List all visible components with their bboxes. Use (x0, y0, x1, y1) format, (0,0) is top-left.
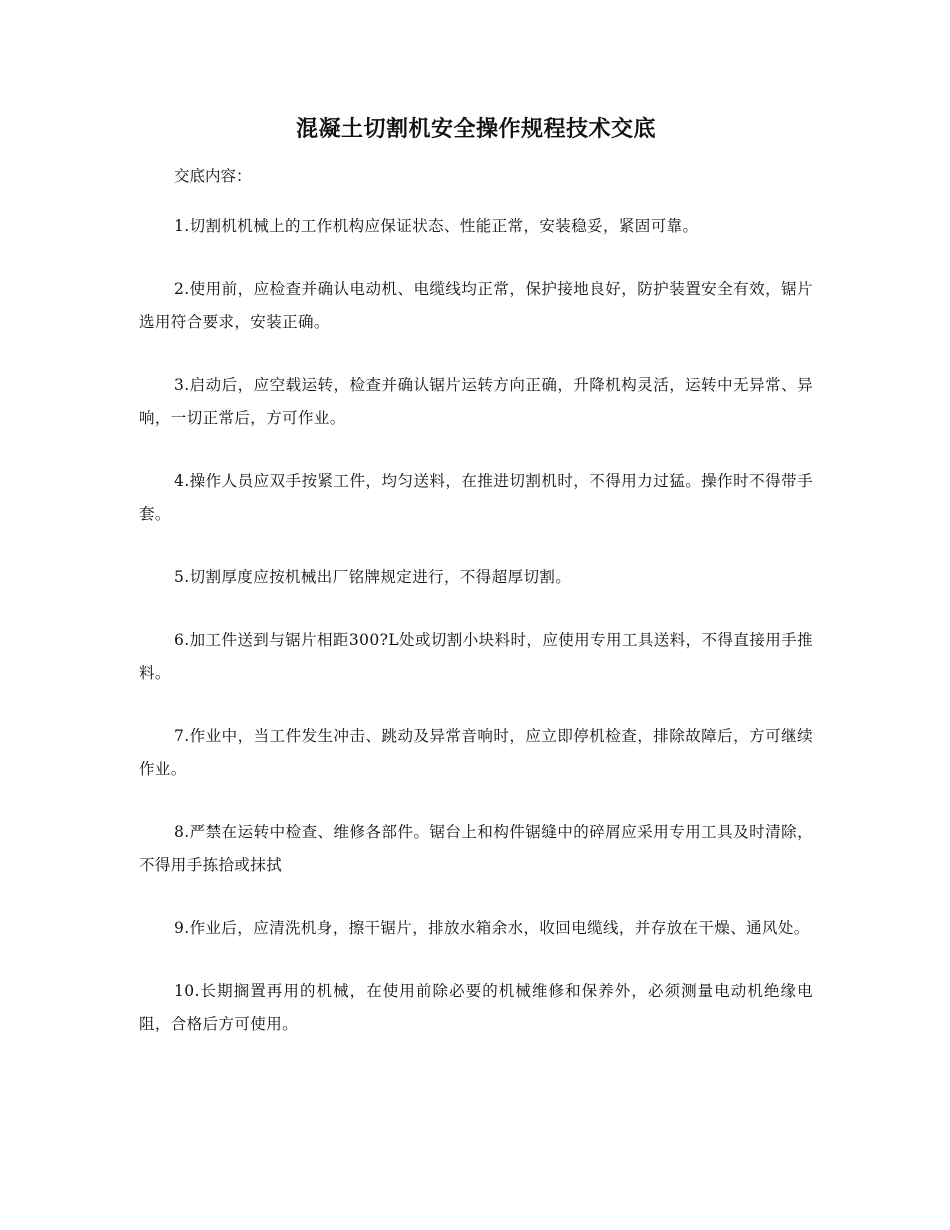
rule-item-3: 3.启动后，应空载运转，检查并确认锯片运转方向正确，升降机构灵活，运转中无异常、异响，一切正常后，方可作业。 (139, 376, 813, 427)
rule-item-4: 4.操作人员应双手按紧工件，均匀送料，在推进切割机时，不得用力过猛。操作时不得带手套。 (139, 472, 813, 523)
rules-list (139, 210, 813, 1041)
rule-item-7: 7.作业中，当工件发生冲击、跳动及异常音响时，应立即停机检查，排除故障后，方可继续作业。 (139, 727, 813, 778)
rule-item-6: 6.加工件送到与锯片相距300?L处或切割小块料时，应使用专用工具送料，不得直接用手推料。 (139, 631, 813, 682)
intro-label: 交底内容： (174, 167, 252, 185)
document-page (139, 112, 813, 1041)
rule-item-8: 8.严禁在运转中检查、维修各部件。锯台上和构件锯缝中的碎屑应采用专用工具及时清除，不得用手拣拾或抹拭 (139, 823, 813, 874)
rule-item-9: 9.作业后，应清洗机身，擦干锯片，排放水箱余水，收回电缆线，并存放在干燥、通风处。 (174, 919, 810, 937)
rule-item-5: 5.切割厚度应按机械出厂铭牌规定进行，不得超厚切割。 (174, 568, 572, 586)
document-title: 混凝土切割机安全操作规程技术交底 (295, 116, 656, 142)
rule-item-10: 10.长期搁置再用的机械，在使用前除必要的机械维修和保养外，必须测量电动机绝缘电阻，合格后方可使用。 (139, 982, 813, 1033)
rule-item-2: 2.使用前，应检查并确认电动机、电缆线均正常，保护接地良好，防护装置安全有效，锯片选用符合要求，安装正确。 (139, 280, 813, 331)
rule-item-1: 1.切割机机械上的工作机构应保证状态、性能正常，安装稳妥，紧固可靠。 (174, 217, 699, 235)
